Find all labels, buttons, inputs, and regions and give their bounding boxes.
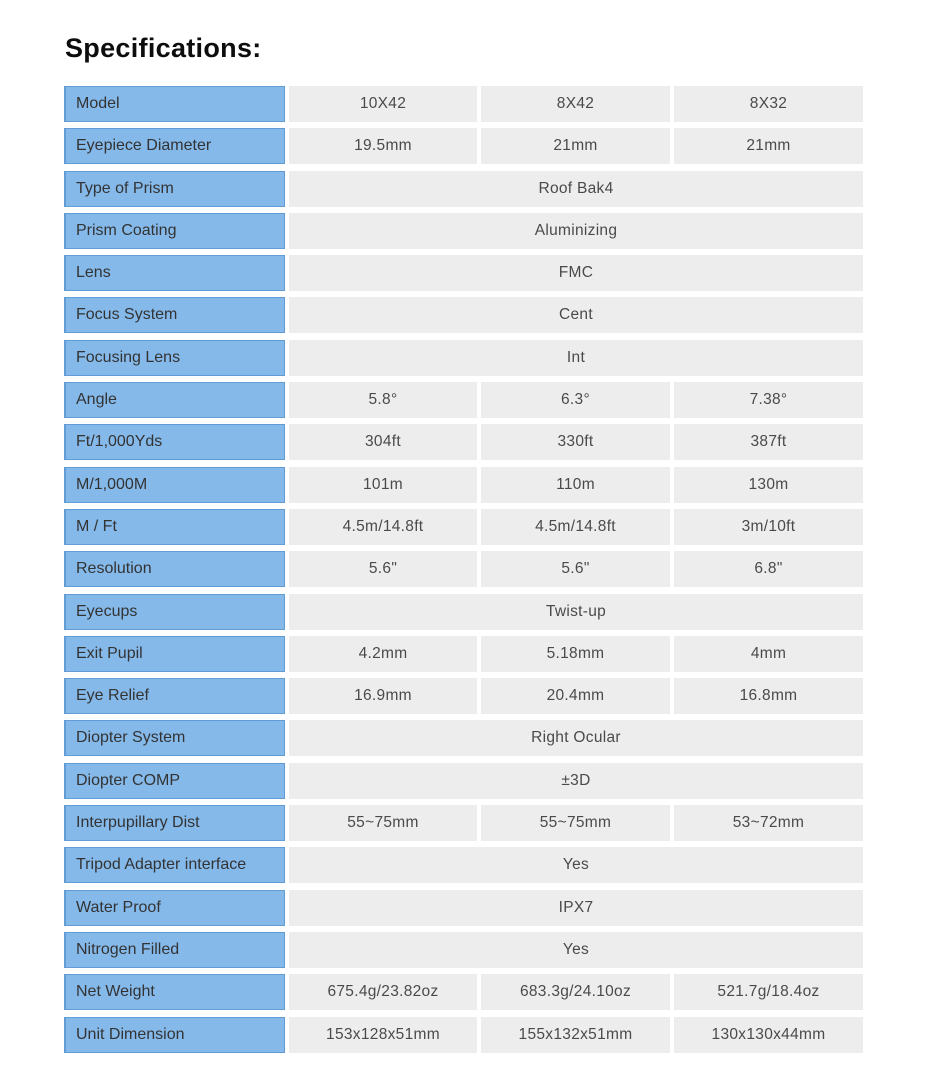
spec-row-label: Nitrogen Filled (64, 932, 285, 968)
spec-value-cell: 5.6" (481, 551, 670, 587)
spec-table (64, 86, 863, 1053)
spec-row-label: Type of Prism (64, 171, 285, 207)
spec-value-cell: 4.5m/14.8ft (481, 509, 670, 545)
spec-value-cell: 16.8mm (674, 678, 863, 714)
spec-row-label: Tripod Adapter interface (64, 847, 285, 883)
spec-value-cell: 8X42 (481, 86, 670, 122)
spec-value-cell: 387ft (674, 424, 863, 460)
spec-row-label: M/1,000M (64, 467, 285, 503)
spec-row-label: Lens (64, 255, 285, 291)
spec-row-label: Diopter COMP (64, 763, 285, 799)
spec-value-cell: 4.5m/14.8ft (289, 509, 477, 545)
spec-value-cell-span: Yes (289, 847, 863, 883)
spec-value-cell: 3m/10ft (674, 509, 863, 545)
spec-value-cell-span: Cent (289, 297, 863, 333)
spec-value-cell: 5.6" (289, 551, 477, 587)
spec-row-label: Resolution (64, 551, 285, 587)
spec-value-cell-span: Right Ocular (289, 720, 863, 756)
spec-value-cell: 110m (481, 467, 670, 503)
spec-value-cell: 20.4mm (481, 678, 670, 714)
spec-row-label: Eyepiece Diameter (64, 128, 285, 164)
spec-value-cell: 130m (674, 467, 863, 503)
spec-value-cell: 10X42 (289, 86, 477, 122)
spec-row-label: Net Weight (64, 974, 285, 1010)
spec-value-cell: 675.4g/23.82oz (289, 974, 477, 1010)
spec-row-label: Diopter System (64, 720, 285, 756)
spec-value-cell: 7.38° (674, 382, 863, 418)
page-title: Specifications: (65, 33, 262, 63)
spec-value-cell-span: Aluminizing (289, 213, 863, 249)
spec-value-cell-span: Roof Bak4 (289, 171, 863, 207)
spec-value-cell: 16.9mm (289, 678, 477, 714)
spec-value-cell: 55~75mm (481, 805, 670, 841)
spec-row-label: Prism Coating (64, 213, 285, 249)
spec-value-cell: 5.18mm (481, 636, 670, 672)
spec-value-cell: 6.8" (674, 551, 863, 587)
spec-value-cell-span: ±3D (289, 763, 863, 799)
spec-value-cell: 21mm (674, 128, 863, 164)
spec-value-cell: 101m (289, 467, 477, 503)
spec-value-cell: 4mm (674, 636, 863, 672)
spec-row-label: Model (64, 86, 285, 122)
spec-value-cell: 521.7g/18.4oz (674, 974, 863, 1010)
spec-value-cell-span: Yes (289, 932, 863, 968)
spec-value-cell: 5.8° (289, 382, 477, 418)
spec-value-cell: 683.3g/24.10oz (481, 974, 670, 1010)
spec-value-cell-span: Int (289, 340, 863, 376)
spec-row-label: Interpupillary Dist (64, 805, 285, 841)
spec-value-cell: 53~72mm (674, 805, 863, 841)
spec-row-label: Focus System (64, 297, 285, 333)
spec-value-cell: 155x132x51mm (481, 1017, 670, 1053)
spec-row-label: Angle (64, 382, 285, 418)
spec-row-label: Ft/1,000Yds (64, 424, 285, 460)
spec-row-label: M / Ft (64, 509, 285, 545)
spec-value-cell: 55~75mm (289, 805, 477, 841)
spec-row-label: Water Proof (64, 890, 285, 926)
spec-value-cell: 330ft (481, 424, 670, 460)
spec-row-label: Eyecups (64, 594, 285, 630)
spec-value-cell-span: Twist-up (289, 594, 863, 630)
spec-value-cell: 130x130x44mm (674, 1017, 863, 1053)
spec-value-cell: 6.3° (481, 382, 670, 418)
spec-value-cell: 304ft (289, 424, 477, 460)
spec-row-label: Eye Relief (64, 678, 285, 714)
spec-value-cell: 153x128x51mm (289, 1017, 477, 1053)
spec-value-cell: 4.2mm (289, 636, 477, 672)
spec-value-cell: 21mm (481, 128, 670, 164)
spec-value-cell: 19.5mm (289, 128, 477, 164)
spec-row-label: Focusing Lens (64, 340, 285, 376)
spec-row-label: Exit Pupil (64, 636, 285, 672)
spec-value-cell-span: FMC (289, 255, 863, 291)
spec-row-label: Unit Dimension (64, 1017, 285, 1053)
spec-value-cell-span: IPX7 (289, 890, 863, 926)
spec-value-cell: 8X32 (674, 86, 863, 122)
